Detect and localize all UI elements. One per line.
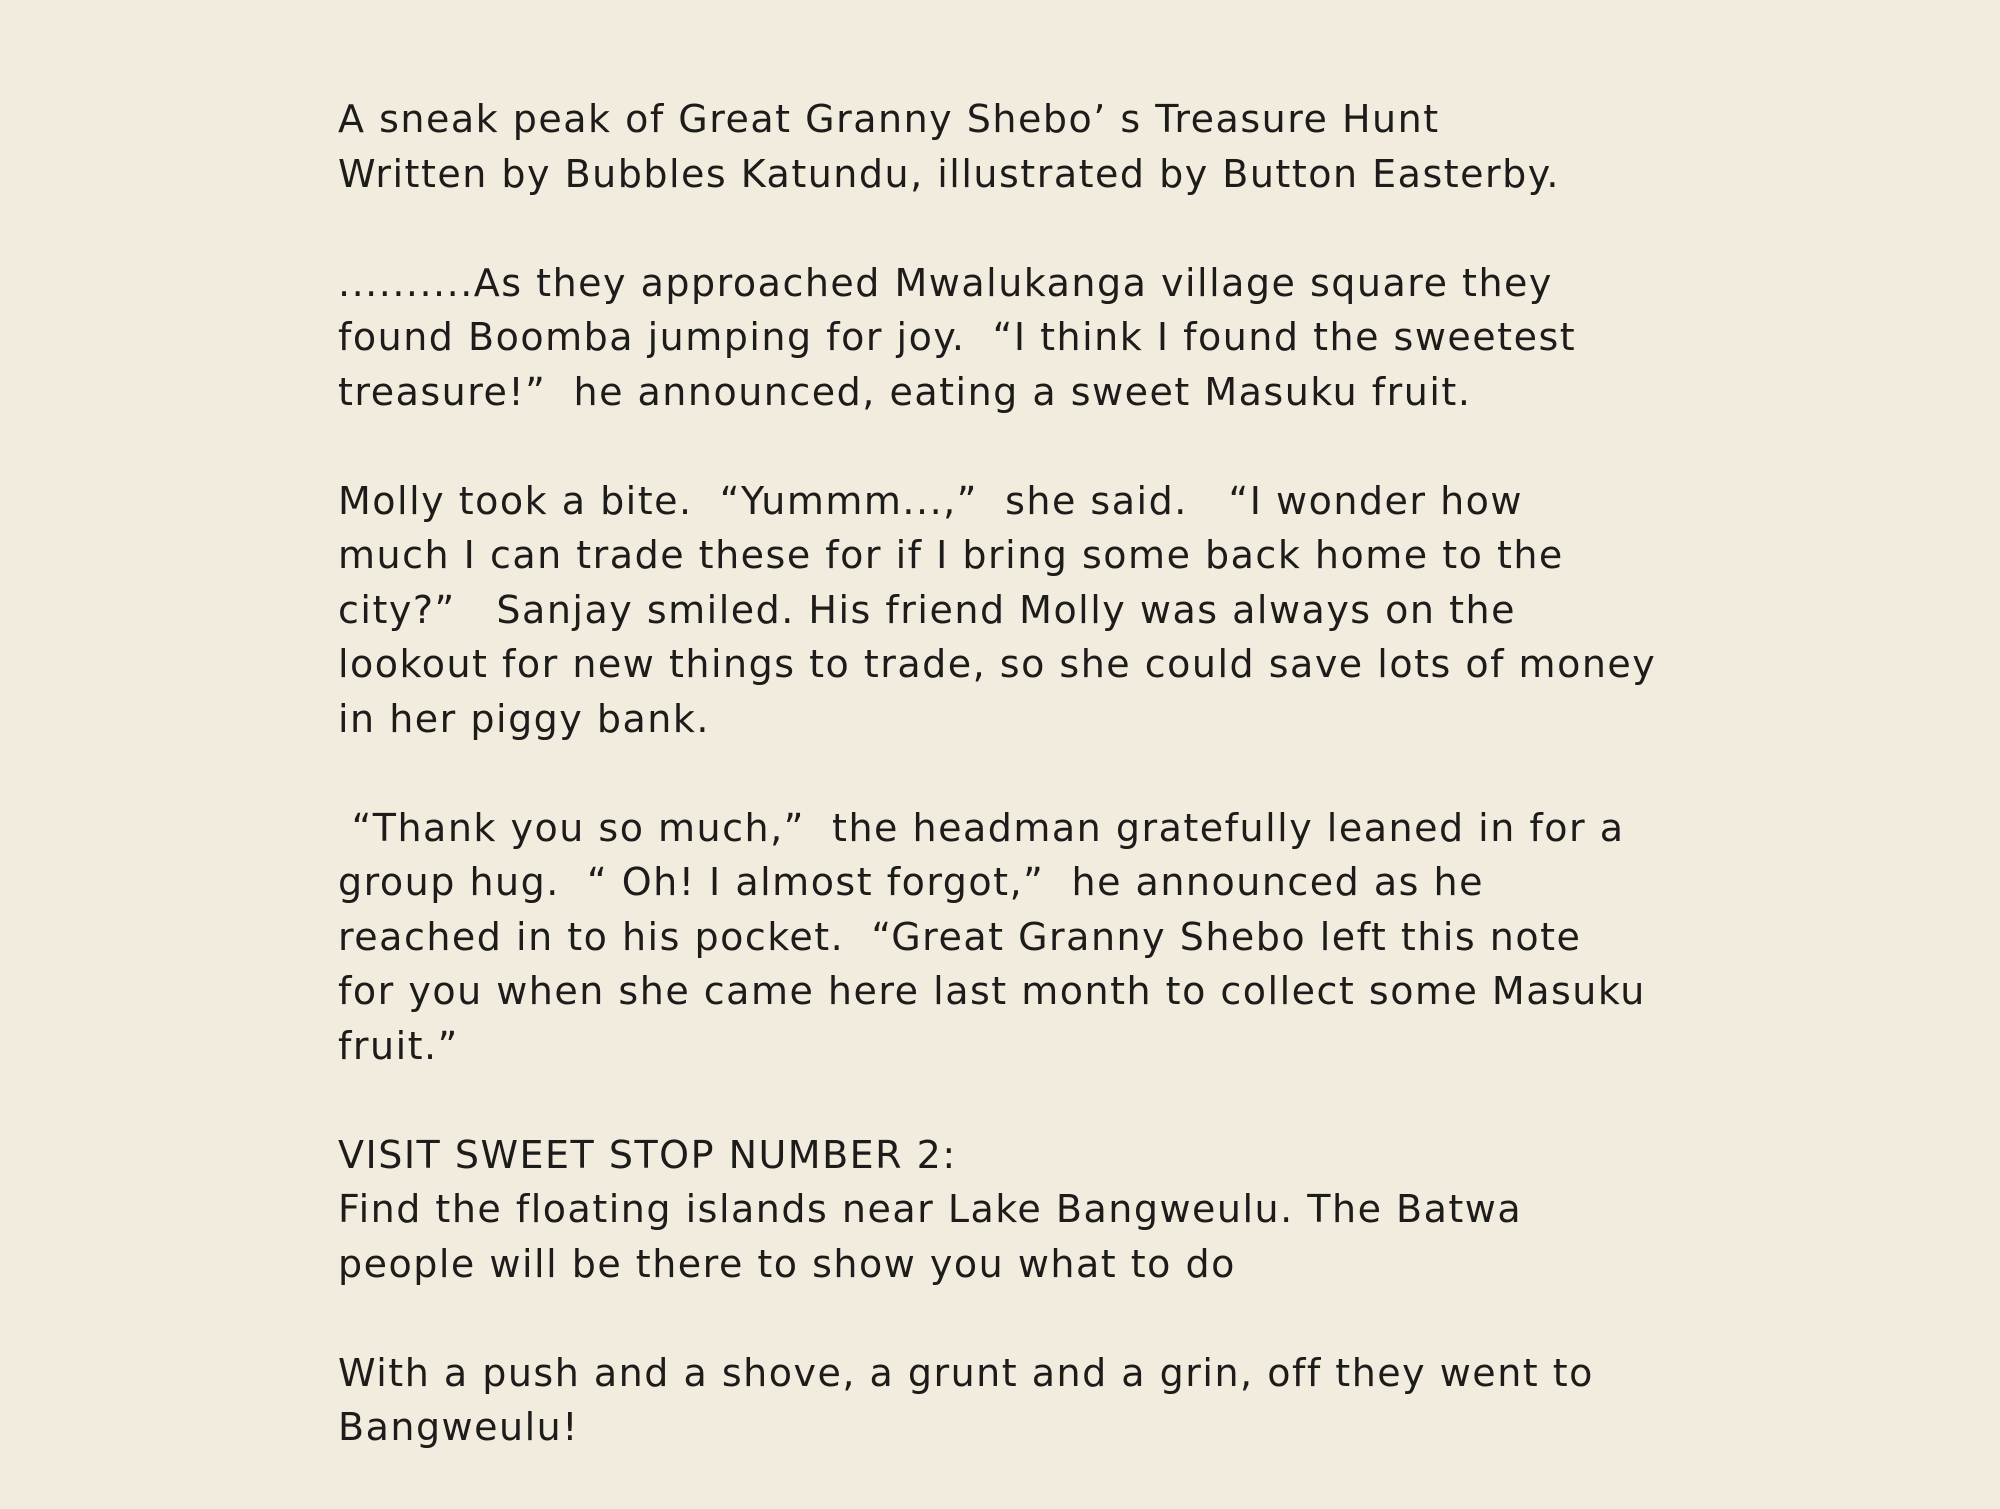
story-page [338, 92, 1678, 1509]
text-line: reached in to his pocket. “Great Granny Shebo left this note [338, 914, 1582, 959]
text-line: Bangweulu! [338, 1405, 579, 1449]
author-credit-line: Written by Bubbles Katundu, illustrated by Button Easterby. [338, 151, 1560, 196]
paragraph-molly [338, 474, 1678, 747]
text-line: city?” Sanjay smiled. His friend Molly was always on the [338, 587, 1516, 632]
paragraph-sweet-stop [338, 1128, 1678, 1292]
paragraph-title [338, 92, 1678, 201]
text-line: Molly took a bite. “Yummm...,” she said. “I wonder how [338, 478, 1524, 523]
text-line: in her piggy bank. [338, 696, 710, 741]
text-line: found Boomba jumping for joy. “I think I found the sweetest [338, 315, 1577, 359]
paragraph-boomba [338, 256, 1678, 420]
text-line: much I can trade these for if I bring some back home to the [338, 533, 1564, 577]
text-line: With a push and a shove, a grunt and a grin, off they went to [338, 1350, 1594, 1395]
text-line: lookout for new things to trade, so she could save lots of money [338, 642, 1657, 686]
sweet-stop-heading: VISIT SWEET STOP NUMBER 2: [338, 1132, 957, 1177]
paragraph-closing [338, 1346, 1678, 1455]
text-line: Find the floating islands near Lake Bangweulu. The Batwa [338, 1187, 1523, 1231]
text-line: fruit.” [338, 1023, 459, 1068]
book-title-line: A sneak peak of Great Granny Shebo’ s Treasure Hunt [338, 97, 1440, 141]
text-line: for you when she came here last month to collect some Masuku [338, 969, 1646, 1013]
paragraph-headman [338, 801, 1678, 1074]
text-line: ..........As they approached Mwalukanga village square they [338, 260, 1553, 305]
text-line: treasure!” he announced, eating a sweet Masuku fruit. [338, 369, 1472, 414]
text-line: people will be there to show you what to do [338, 1241, 1236, 1286]
text-line: group hug. “ Oh! I almost forgot,” he announced as he [338, 860, 1484, 904]
text-line: “Thank you so much,” the headman gratefully leaned in for a [338, 805, 1625, 850]
